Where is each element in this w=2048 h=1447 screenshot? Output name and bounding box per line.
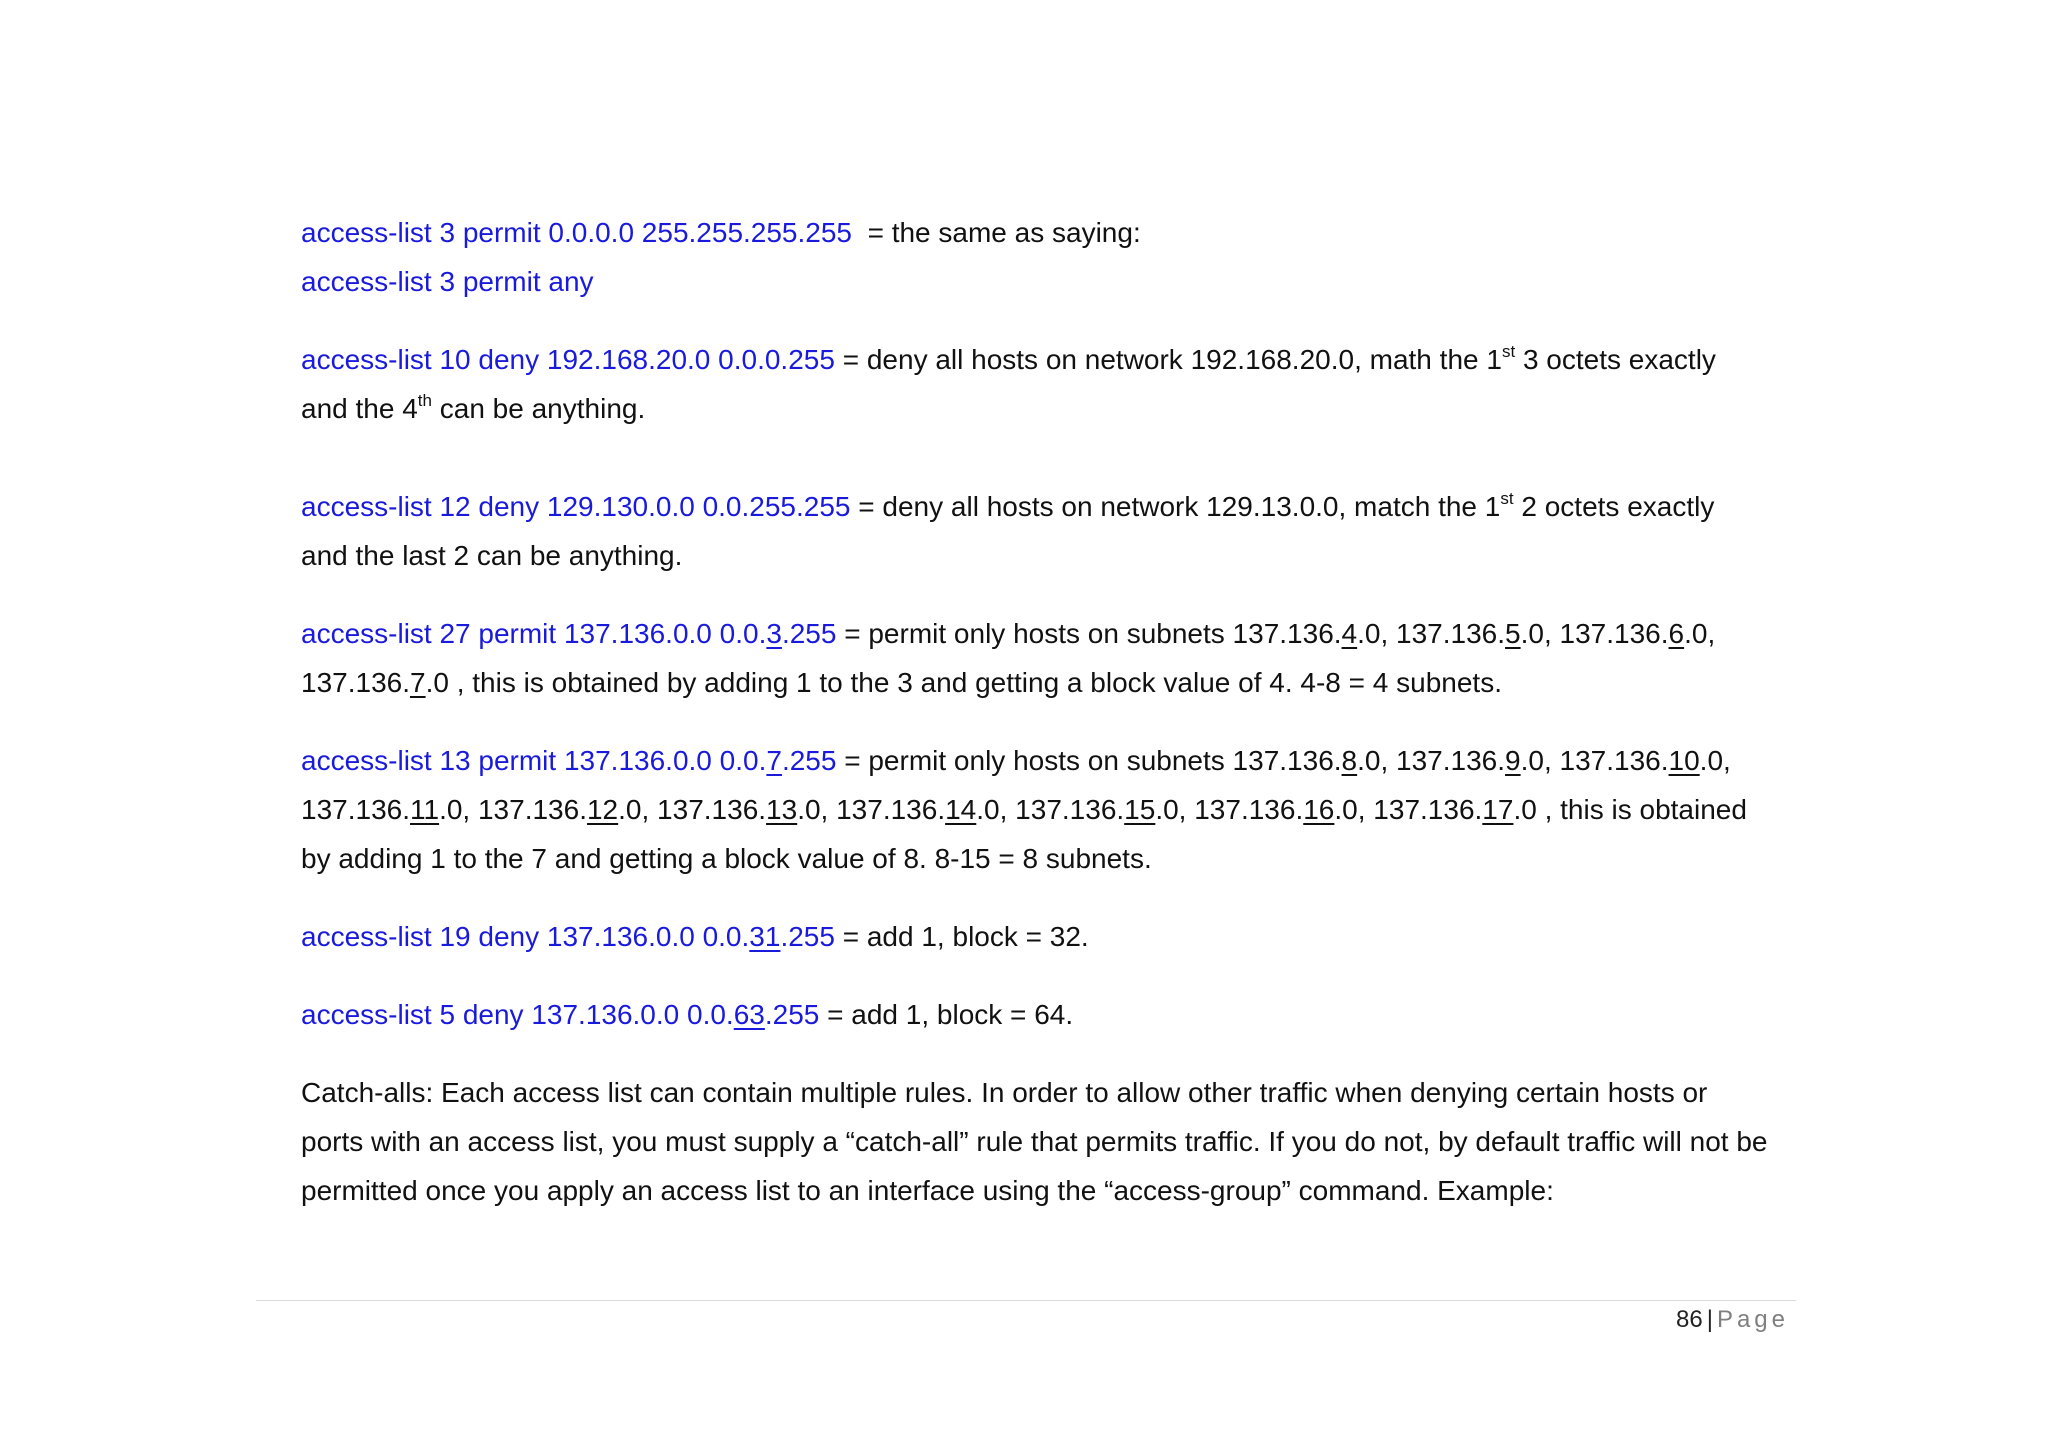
acl-example-deny-129 [301, 482, 1821, 580]
explanation: 2 octets exactly [1513, 491, 1715, 522]
acl-command [301, 618, 836, 649]
subnet-octet: 16 [1303, 794, 1335, 825]
text-line [301, 482, 1821, 531]
text-line [301, 384, 1821, 433]
wildcard-octet: 31 [749, 921, 781, 952]
acl-command-part: access-list 13 permit 137.136.0.0 0.0. [301, 745, 767, 776]
explanation: = permit only hosts on subnets 137.136. [836, 745, 1342, 776]
explanation: .0 , this is obtained by adding 1 to the 3 and getting a block value of 4. 4-8 = 4 subnets. [425, 667, 1502, 698]
acl-command [301, 921, 835, 952]
explanation: .0, [1684, 618, 1716, 649]
text-line: permitted once you apply an access list to an interface using the “access-group” command. Example: [301, 1175, 1554, 1206]
acl-command: access-list 3 permit 0.0.0.0 255.255.255.255 [301, 217, 853, 248]
explanation: .0, 137.136. [1334, 794, 1483, 825]
subnet-octet: 9 [1505, 745, 1521, 776]
explanation: .0, 137.136. [1520, 618, 1669, 649]
catch-alls-paragraph [301, 1068, 1821, 1215]
wildcard-octet: 7 [766, 745, 782, 776]
explanation: = the same as saying: [852, 217, 1141, 248]
subnet-octet: 5 [1505, 618, 1521, 649]
explanation: 3 octets exactly [1515, 344, 1716, 375]
acl-command-part: access-list 27 permit 137.136.0.0 0.0. [301, 618, 767, 649]
subnet-octet: 14 [945, 794, 977, 825]
page-number: 86 [1676, 1306, 1703, 1333]
explanation: .0, 137.136. [1155, 794, 1304, 825]
subnet-octet: 17 [1482, 794, 1514, 825]
wildcard-octet: 3 [766, 618, 782, 649]
acl-command: access-list 10 deny 192.168.20.0 0.0.0.255 [301, 344, 835, 375]
subnet-octet: 8 [1341, 745, 1358, 776]
footer-separator: | [1706, 1306, 1713, 1333]
explanation: = permit only hosts on subnets 137.136. [836, 618, 1342, 649]
explanation: by adding 1 to the 7 and getting a block value of 8. 8-15 = 8 subnets. [301, 843, 1152, 874]
text-line [301, 531, 1821, 580]
acl-example-deny-5 [301, 990, 1821, 1039]
page-label: Page [1716, 1306, 1789, 1333]
text-line [301, 736, 1821, 785]
acl-example-permit-27 [301, 609, 1821, 707]
explanation: .0, 137.136. [1357, 745, 1506, 776]
text-line [301, 257, 1821, 306]
explanation: = add 1, block = 64. [819, 999, 1074, 1030]
acl-command: access-list 3 permit any [301, 266, 594, 297]
ordinal-suffix: st [1500, 489, 1514, 508]
acl-example-permit-any [301, 208, 1821, 306]
text-line [301, 335, 1821, 384]
text-line [301, 658, 1821, 707]
acl-command [301, 999, 819, 1030]
explanation: .0, 137.136. [439, 794, 587, 825]
text-line: ports with an access list, you must supply a “catch-all” rule that permits traffic. If you do not, by default traffic will not be [301, 1126, 1768, 1157]
subnet-octet: 4 [1341, 618, 1358, 649]
explanation: = add 1, block = 32. [834, 921, 1089, 952]
subnet-octet: 6 [1668, 618, 1685, 649]
explanation: .0, 137.136. [1357, 618, 1506, 649]
subnet-octet: 12 [586, 794, 619, 825]
acl-example-deny-192 [301, 335, 1821, 433]
text-line [301, 609, 1821, 658]
explanation: .0, 137.136. [618, 794, 767, 825]
text-line [301, 785, 1821, 834]
text-line [301, 990, 1821, 1039]
text-line [301, 208, 1821, 257]
text-line: Catch-alls: Each access list can contain multiple rules. In order to allow other traffic when denying certain hosts or [301, 1077, 1708, 1108]
acl-example-deny-19 [301, 912, 1821, 961]
wildcard-octet: 63 [733, 999, 765, 1030]
explanation: 137.136. [301, 794, 410, 825]
explanation: .0, [1699, 745, 1731, 776]
page-body [301, 208, 1821, 1244]
explanation: .0, 137.136. [976, 794, 1125, 825]
page-footer [1676, 1302, 1789, 1338]
footer-divider [256, 1300, 1796, 1301]
subnet-octet: 15 [1124, 794, 1156, 825]
explanation: .0, 137.136. [797, 794, 946, 825]
text-line [301, 912, 1821, 961]
ordinal-suffix: th [417, 391, 432, 410]
acl-example-permit-13 [301, 736, 1821, 883]
explanation: 137.136. [301, 667, 410, 698]
subnet-octet: 10 [1668, 745, 1700, 776]
explanation: .0 , this is obtained [1513, 794, 1747, 825]
acl-command-part: access-list 5 deny 137.136.0.0 0.0. [301, 999, 734, 1030]
ordinal-suffix: st [1501, 342, 1516, 361]
subnet-octet: 7 [410, 667, 426, 698]
explanation: and the last 2 can be anything. [301, 540, 683, 571]
explanation: can be anything. [431, 393, 646, 424]
acl-command: access-list 12 deny 129.130.0.0 0.0.255.255 [301, 491, 851, 522]
subnet-octet: 11 [410, 794, 440, 825]
acl-command-part: .255 [781, 618, 837, 649]
acl-command [301, 745, 836, 776]
acl-command-part: access-list 19 deny 137.136.0.0 0.0. [301, 921, 750, 952]
acl-command-part: .255 [781, 745, 837, 776]
explanation: and the 4 [301, 393, 418, 424]
text-line [301, 834, 1821, 883]
explanation: .0, 137.136. [1520, 745, 1669, 776]
explanation: = deny all hosts on network 192.168.20.0, math the 1 [834, 344, 1502, 375]
explanation: = deny all hosts on network 129.13.0.0, match the 1 [850, 491, 1501, 522]
acl-command-part: .255 [780, 921, 835, 952]
acl-command-part: .255 [764, 999, 820, 1030]
subnet-octet: 13 [766, 794, 798, 825]
